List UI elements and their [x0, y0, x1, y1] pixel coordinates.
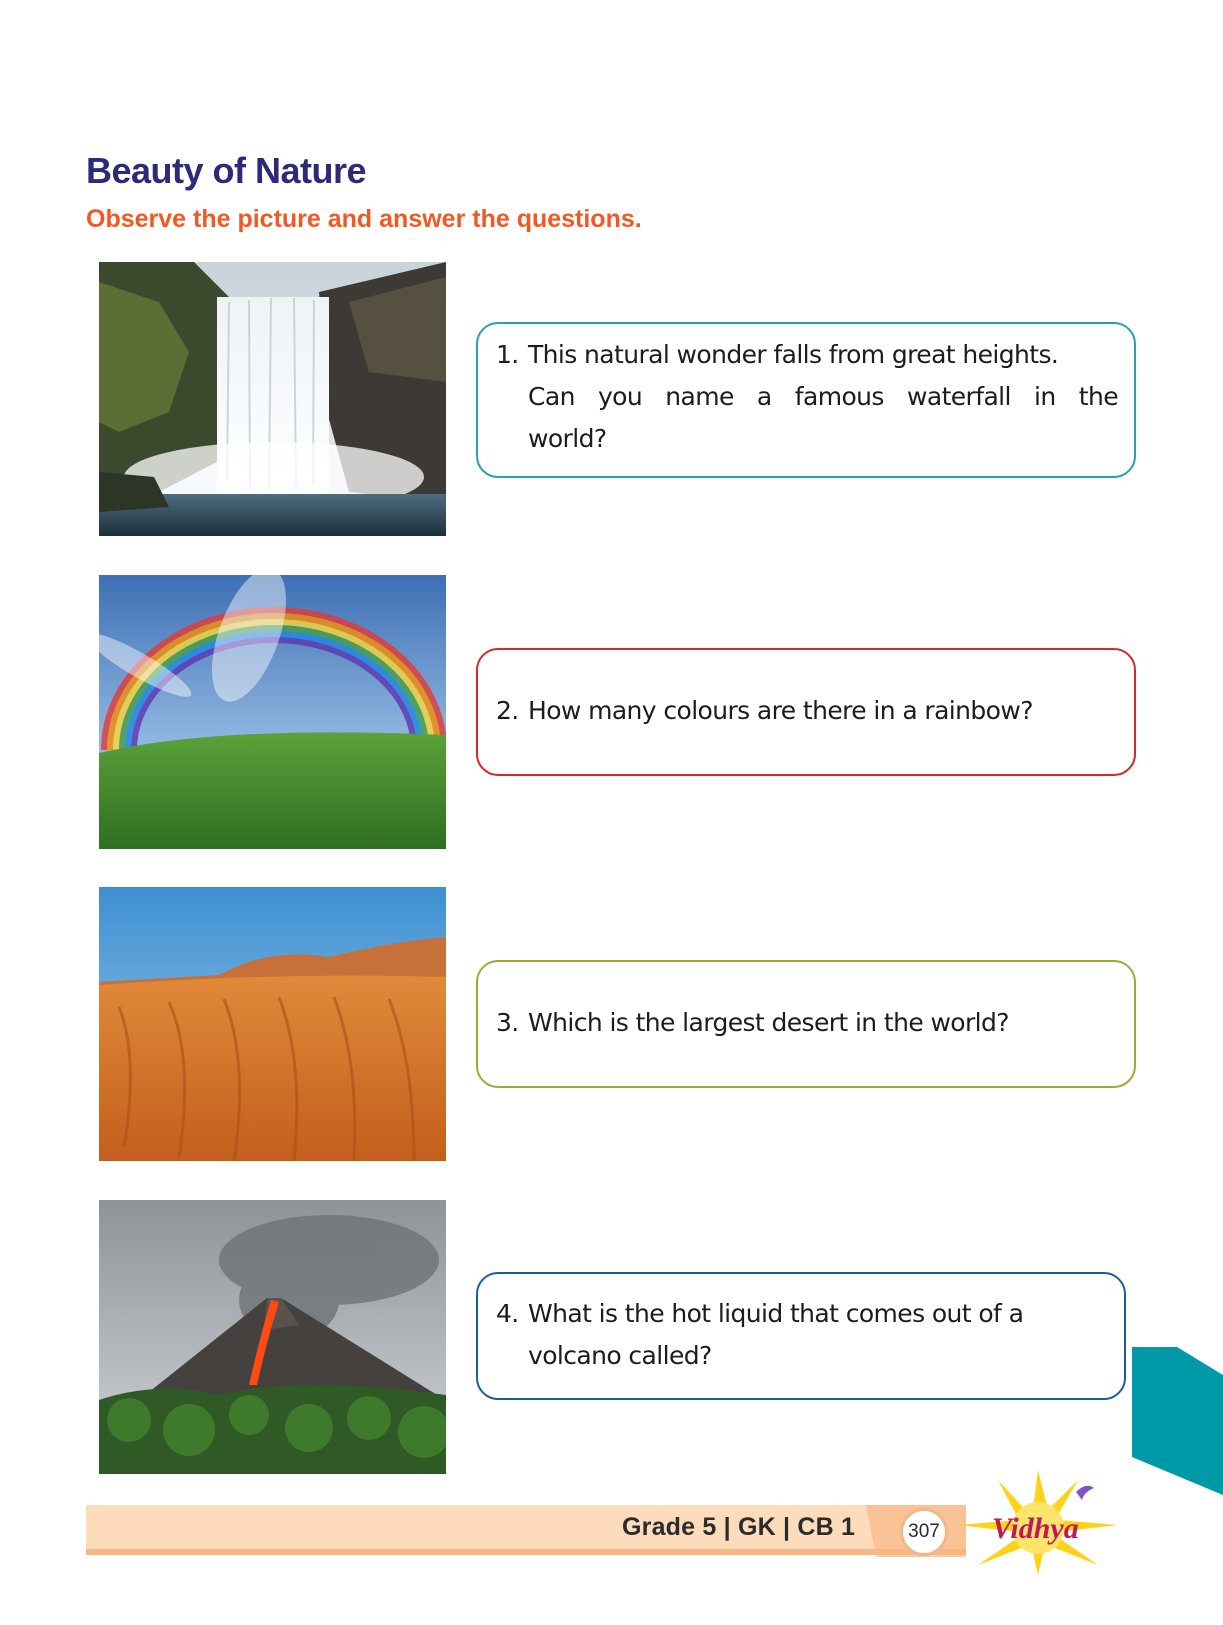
question-4-line-1: What is the hot liquid that comes out of a [528, 1299, 1024, 1328]
question-4-box [476, 1272, 1126, 1400]
question-4-line-2: volcano called? [528, 1341, 712, 1370]
desert-photo [99, 887, 446, 1161]
question-3-number: 3. [496, 1008, 519, 1037]
question-1-line-1: This natural wonder falls from great heights. [528, 340, 1059, 369]
volcano-photo [99, 1200, 446, 1474]
question-1-number: 1. [496, 340, 519, 369]
question-1-line-3: world? [528, 424, 607, 453]
question-3-line-1: Which is the largest desert in the world? [528, 1008, 1009, 1037]
page-title: Beauty of Nature [86, 150, 367, 191]
question-4-number: 4. [496, 1299, 519, 1328]
question-3-box [476, 960, 1136, 1088]
question-2-line-1: How many colours are there in a rainbow? [528, 696, 1033, 725]
logo-text: Vidhya [992, 1512, 1079, 1545]
page-number: 307 [900, 1508, 948, 1556]
instruction-text: Observe the picture and answer the questions. [86, 205, 642, 233]
course-info: Grade 5 | GK | CB 1 [622, 1513, 856, 1541]
waterfall-photo [99, 262, 446, 536]
rainbow-photo [99, 575, 446, 849]
question-2-number: 2. [496, 696, 519, 725]
edge-tab [1132, 1347, 1223, 1495]
question-2-box [476, 648, 1136, 776]
question-1-line-2: Can you name a famous waterfall in the [528, 382, 1118, 411]
question-1-box [476, 322, 1136, 478]
